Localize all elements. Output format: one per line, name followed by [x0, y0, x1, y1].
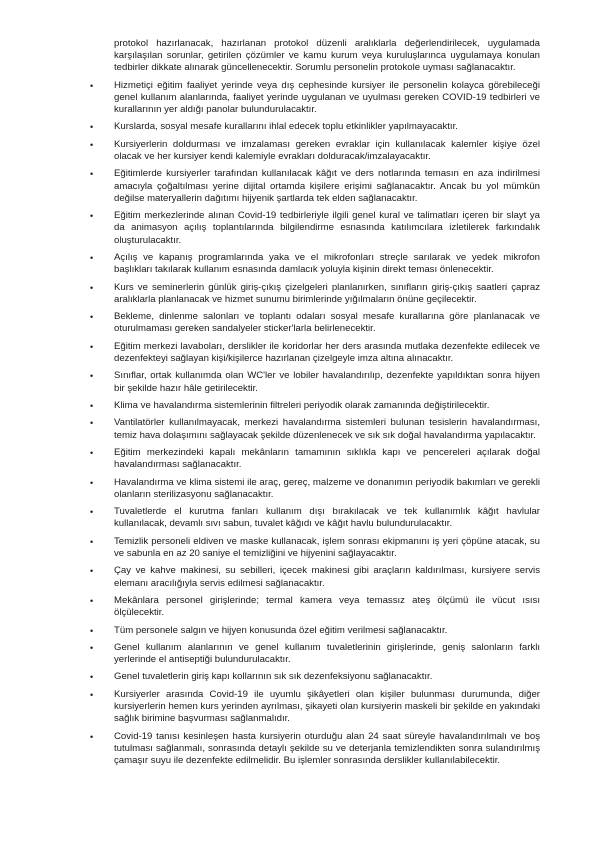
list-item [90, 210, 540, 247]
list-item [90, 251, 540, 276]
bullet-icon: • [90, 80, 94, 91]
list-item [90, 476, 540, 501]
list-item [90, 688, 540, 726]
list-item-text: Klima ve havalandırma sistemlerinin filtreleri periyodik olarak zamanında değiştirilecektir. [114, 399, 490, 411]
list-item [90, 565, 540, 589]
list-item-text: Tüm personele salgın ve hijyen konusunda özel eğitim verilmesi sağlanacaktır. [114, 624, 448, 636]
list-item [90, 138, 540, 163]
bullet-icon: • [90, 536, 94, 547]
list-item-text: Vantilatörler kullanılmayacak, merkezi havalandırma sistemleri bulunan tesislerin havalandırması, temiz hava dolaşımını sağlayacak şekilde düzenlenecek ve sık sık doğal havalandırma yapılacaktır. [114, 417, 540, 441]
list-item-text: Eğitim merkezi lavaboları, derslikler ile koridorlar her ders arasında mutlaka dezenfekte edilecek ve dezenfekteyi sağlayan kişi/kişilerce hazırlanan çizelgeyle imza altına alınacaktır. [114, 340, 540, 364]
list-item-text: Açılış ve kapanış programlarında yaka ve el mikrofonları streçle sarılarak ve yedek mikrofon başlıkları takılarak kullanım esnasında damlacık yoluyla kişinin direkt teması önlenecektir. [114, 251, 540, 276]
list-item-text: Genel tuvaletlerin giriş kapı kollarının sık sık dezenfeksiyonu sağlanacaktır. [114, 671, 433, 683]
list-item [90, 730, 540, 768]
list-item-text: Eğitim merkezlerinde alınan Covid-19 tedbirleriyle ilgili genel kural ve talimatları içeren bir slayt ya da animasyon açılış toplantılarında bilgilendirme esnasında katılımcılara izletilerek farkındalık oluşturulacaktır. [114, 210, 540, 246]
bullet-icon: • [90, 689, 94, 700]
list-item-text: Havalandırma ve klima sistemi ile araç, gereç, malzeme ve donanımın periyodik bakımları ve gerekli olanların sterilizasyonu sağlanacaktır. [114, 476, 540, 500]
bullet-list [90, 79, 540, 768]
bullet-icon: • [90, 211, 94, 222]
bullet-icon: • [90, 312, 94, 323]
bullet-icon: • [90, 252, 94, 263]
list-item [90, 535, 540, 560]
list-item [90, 370, 540, 394]
bullet-icon: • [90, 566, 94, 577]
list-item [90, 594, 540, 619]
bullet-icon: • [90, 371, 94, 382]
list-item [90, 446, 540, 471]
bullet-icon: • [90, 731, 94, 742]
bullet-icon: • [90, 477, 94, 488]
list-item [90, 399, 540, 412]
bullet-icon: • [90, 418, 94, 429]
bullet-icon: • [90, 341, 94, 352]
bullet-icon: • [90, 672, 94, 683]
bullet-icon: • [90, 625, 94, 636]
list-item-text: Çay ve kahve makinesi, su sebilleri, içecek makinesi gibi araçların kaldırılması, kursiyere servis elemanı aracılığıyla servis edilmesi sağlanacaktır. [114, 565, 540, 589]
list-item [90, 121, 540, 133]
bullet-icon: • [90, 595, 94, 606]
list-item-text: Hizmetiçi eğitim faaliyet yerinde veya dış cephesinde kursiyer ile personelin kolayca görebileceği genel kullanım alanlarında, faaliyet yerinde uygulanan ve uyulması gereken COVID-19 tedbirleri ve kurallarının yer aldığı panolar bulundurulacaktır. [114, 79, 540, 116]
list-item [90, 79, 540, 117]
list-item-text: Temizlik personeli eldiven ve maske kullanacak, işlem sonrası ekipmanını iş yeri çöpüne atacak, su ve sabunla en az 20 saniye el temizliğini ve hijyenini sağlayacaktır. [114, 535, 540, 559]
list-item-text: Sınıflar, ortak kullanımda olan WC'ler ve lobiler havalandırılıp, dezenfekte yapıldıktan sonra hijyen bir şekilde hazır hâle getirilecektir. [114, 370, 540, 394]
list-item-text: Mekânlara personel girişlerinde; termal kamera veya temassız ateş ölçümü ile vücut ısısı ölçülecektir. [114, 594, 540, 619]
bullet-icon: • [90, 282, 94, 293]
bullet-icon: • [90, 122, 94, 133]
list-item-text: Eğitim merkezindeki kapalı mekânların tamamının sıklıkla kapı ve pencereleri açılarak doğal havalandırması sağlanacaktır. [114, 446, 540, 471]
list-item [90, 506, 540, 530]
list-item-text: Bekleme, dinlenme salonları ve toplantı odaları sosyal mesafe kurallarına göre planlanacak ve oturulmaması gereken sandalyeler sticker'larla belirlenecektir. [114, 311, 540, 335]
list-item [90, 641, 540, 666]
list-item-text: Kurslarda, sosyal mesafe kurallarını ihlal edecek toplu etkinlikler yapılmayacaktır. [114, 121, 458, 133]
list-item-text: Kursiyerler arasında Covid-19 ile uyumlu şikâyetleri olan kişiler bulunması durumunda, diğer kursiyerlerin hemen kurs yerinden ayrılması, şikayeti olan kursiyerin maskeli bir şekilde en yakındaki sağlık birimine başvurması sağlanmalıdır. [114, 688, 540, 725]
list-item-text: Kursiyerlerin doldurması ve imzalaması gereken evraklar için kullanılacak kalemler kişiye özel olacak ve her kursiyer kendi kalemiyle evrakları dolduracak/imzalayacaktır. [114, 138, 540, 162]
list-item-text: Eğitimlerde kursiyerler tarafından kullanılacak kâğıt ve ders notlarında temasın en aza indirilmesi amacıyla çoğaltılması yerine dijital ortamda kişilere erişimi sağlanacaktır. Ancak bu yol mümkün değilse materyallerin dağıtımı hijyenik şartlarda tek elden sağlanacaktır. [114, 168, 540, 204]
bullet-icon: • [90, 400, 94, 411]
list-item [90, 671, 540, 683]
list-item [90, 168, 540, 205]
list-item-text: Tuvaletlerde el kurutma fanları kullanım dışı bırakılacak ve tek kullanımlık kâğıt havlular kullanılacak, devamlı sıvı sabun, tuvalet kâğıdı ve kâğıt havlu bulundurulacaktır. [114, 506, 540, 530]
bullet-icon: • [90, 447, 94, 458]
bullet-icon: • [90, 642, 94, 653]
intro-paragraph: protokol hazırlanacak, hazırlanan protokol düzenli aralıklarla değerlendirilecek, uygulamada karşılaşılan sorunlar, getirilen çözümler ve kamu kurum veya kuruluşlarınca uygulamaya konulan tedbirler dikkate alınarak güncellenecektir. Sorumlu personelin protokole uyması sağlanacaktır. [114, 38, 540, 74]
list-item-text: Kurs ve seminerlerin günlük giriş-çıkış çizelgeleri planlanırken, sınıfların giriş-çıkış saatleri çapraz aralıklarla planlanacak ve hizmet sunumu birimlerinde yığılmaların önüne geçilecektir. [114, 281, 540, 305]
bullet-icon: • [90, 169, 94, 180]
bullet-icon: • [90, 139, 94, 150]
list-item [90, 340, 540, 365]
list-item [90, 624, 540, 637]
bullet-icon: • [90, 507, 94, 518]
list-item [90, 311, 540, 335]
list-item-text: Covid-19 tanısı kesinleşen hasta kursiyerin oturduğu alan 24 saat süreyle havalandırılmalı ve boş tutulması sağlanmalı, sonrasında detaylı şekilde su ve deterjanla temizlendikten sonra sulandırılmış çamaşır suyu ile dezenfekte edilmelidir. Bu işlemler sonrasında derslikler kullanılabilecektir. [114, 730, 540, 767]
list-item [90, 281, 540, 306]
list-item [90, 417, 540, 441]
list-item-text: Genel kullanım alanlarının ve genel kullanım tuvaletlerinin girişlerinde, geniş salonların farklı yerlerinde el antiseptiği bulundurulacaktır. [114, 641, 540, 666]
